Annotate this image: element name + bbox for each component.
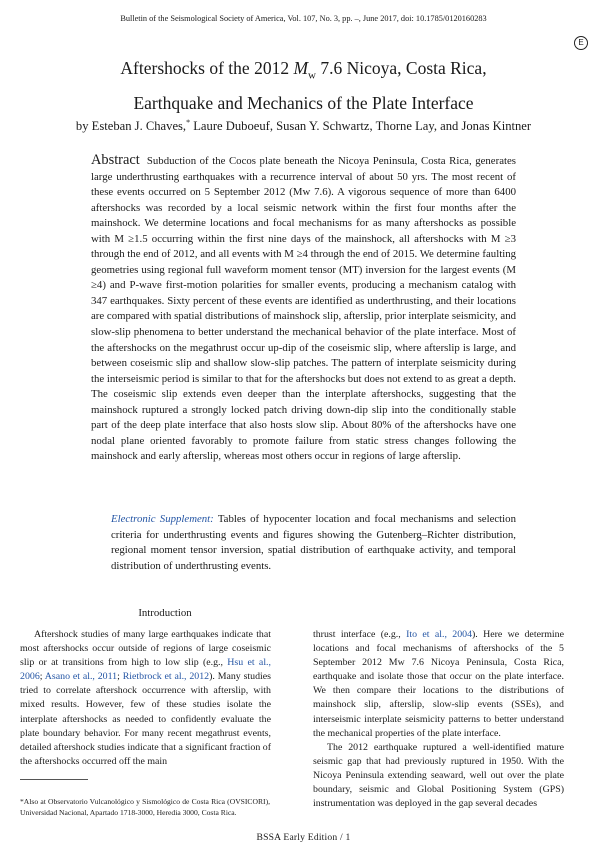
abstract xyxy=(91,153,516,465)
citation-link[interactable]: Hsu et al., 2006 xyxy=(20,657,271,683)
citation-link[interactable]: Ito et al., 2004 xyxy=(406,629,473,640)
paper-title xyxy=(0,55,607,117)
abstract-heading: Abstract xyxy=(91,152,140,168)
body-left-column xyxy=(20,628,271,769)
page-footer: BSSA Early Edition / 1 xyxy=(256,832,351,843)
intro-paragraph-1: Aftershock studies of many large earthquakes indicate that most aftershocks occur outside of regions of large coseismic slip or at transitions from high to low slip (e.g., Hsu et al., 2006; Asano et al., 2011; Rietbrock et al., 2012). Many studies tried to correlate aftershock occurrence with afterslip, with mixed results. However, few of these studies isolate the interplate aftershocks as needed to confidently evaluate the plate boundary behavior. For many recent megathrust events, detailed aftershock studies indicate that a significant fraction of the aftershocks occurred off the main xyxy=(20,629,272,767)
abstract-text: Subduction of the Cocos plate beneath the Nicoya Peninsula, Costa Rica, generates large underthrusting earthquakes with a recurrence interval of about 50 yrs. The most recent of these events occurred on 5 September 2012 (Mw 7.6). A vigorous sequence of more than 6400 aftershocks was recorded by a local seismic network within the first four months after the mainshock. We determine locations and focal mechanisms for as many aftershocks as possible with M ≥1.5 occurring within the first nine days of the mainshock, all aftershocks with M ≥3 through the end of 2012, and all events with M ≥4 through the end of 2015. We determine faulting geometries using regional full waveform moment tensor (MT) inversion for the largest events (M ≥4) and P-wave first-motion polarities for smaller events, producing a mechanism catalog with 347 earthquakes. Sixty percent of these events are identified as underthrusting, and their locations are compared with spatial distributions of mainshock slip, afterslip, prior interplate seismicity, and slow-slip phenomena to better understand the mechanical behavior of the plate interface. Most of the aftershocks on the megathrust occur up-dip of the coseismic slip, where afterslip is large, and between coseismic slip and shallow slow-slip patches. The pattern of interplate seismicity during the interseismic period is similar to that for the aftershocks but does not extend to as great a depth. The coseismic slip extends even deeper than the interplate aftershocks, suggesting that the mainshock ruptured a strongly locked patch driving down-dip slip into the conditionally stable part of the deep plate interface that also hosts slow slip. About 80% of the aftershocks have one nodal plane oriented favorably to promote failure from static stress changes following the mainshock and early afterslip, whereas most others occur in regions of large afterslip. xyxy=(91,155,516,463)
footnote-divider xyxy=(20,779,88,780)
author-list: by Esteban J. Chaves,* Laure Duboeuf, Susan Y. Schwartz, Thorne Lay, and Jonas Kintner xyxy=(75,118,532,134)
journal-citation-line: Bulletin of the Seismological Society of America, Vol. 107, No. 3, pp. –, June 2017, doi: 10.1785/0120160283 xyxy=(120,14,487,23)
electronic-supplement-link[interactable]: Electronic Supplement: xyxy=(111,513,214,525)
electronic-supplement-note: Electronic Supplement: Tables of hypocenter location and focal mechanisms and selection criteria for underthrusting events and figures showing the Gutenberg–Richter distribution, regional moment tensor inversion, spatial distribution of earthquake activity, and temporal distribution of underthrusting events. xyxy=(111,513,516,572)
introduction-heading: Introduction xyxy=(138,607,192,619)
title-line-1: Aftershocks of the 2012 $M_w$ 7.6 Nicoya, Costa Rica, xyxy=(120,58,487,82)
citation-link[interactable]: Asano et al., 2011 xyxy=(44,671,118,683)
electronic-supplement-icon[interactable]: E xyxy=(574,36,588,50)
body-right-column xyxy=(313,628,564,811)
citation-link[interactable]: Rietbrock et al., 2012 xyxy=(122,671,210,683)
author-affiliation-footnote: *Also at Observatorio Vulcanológico y Sismológico de Costa Rica (OVSICORI), Universidad Nacional, Apartado 1718-3000, Heredia 3000, Costa Rica. xyxy=(20,797,270,817)
intro-paragraph-2: The 2012 earthquake ruptured a well-identified mature seismic gap that had previously ruptured in 1950. With the Nicoya Peninsula extending seaward, well out over the plate boundary, seismic and Global Positioning System (GPS) instrumentation was deployed in the gap several decades xyxy=(313,741,564,810)
title-line-2: Earthquake and Mechanics of the Plate Interface xyxy=(133,92,474,113)
intro-paragraph-continued: thrust interface (e.g., Ito et al., 2004). Here we determine locations and focal mechanisms of aftershocks of the 5 September 2012 Mw 7.6 Nicoya Peninsula, Costa Rica, earthquake and isolate those that occur on the plate interface. We then compare their locations to the distributions of mainshock slip, afterslip, slow-slip events (SSEs), and interseismic interplate seismicity patterns to better understand the mechanical properties of the plate interface. xyxy=(313,629,564,739)
